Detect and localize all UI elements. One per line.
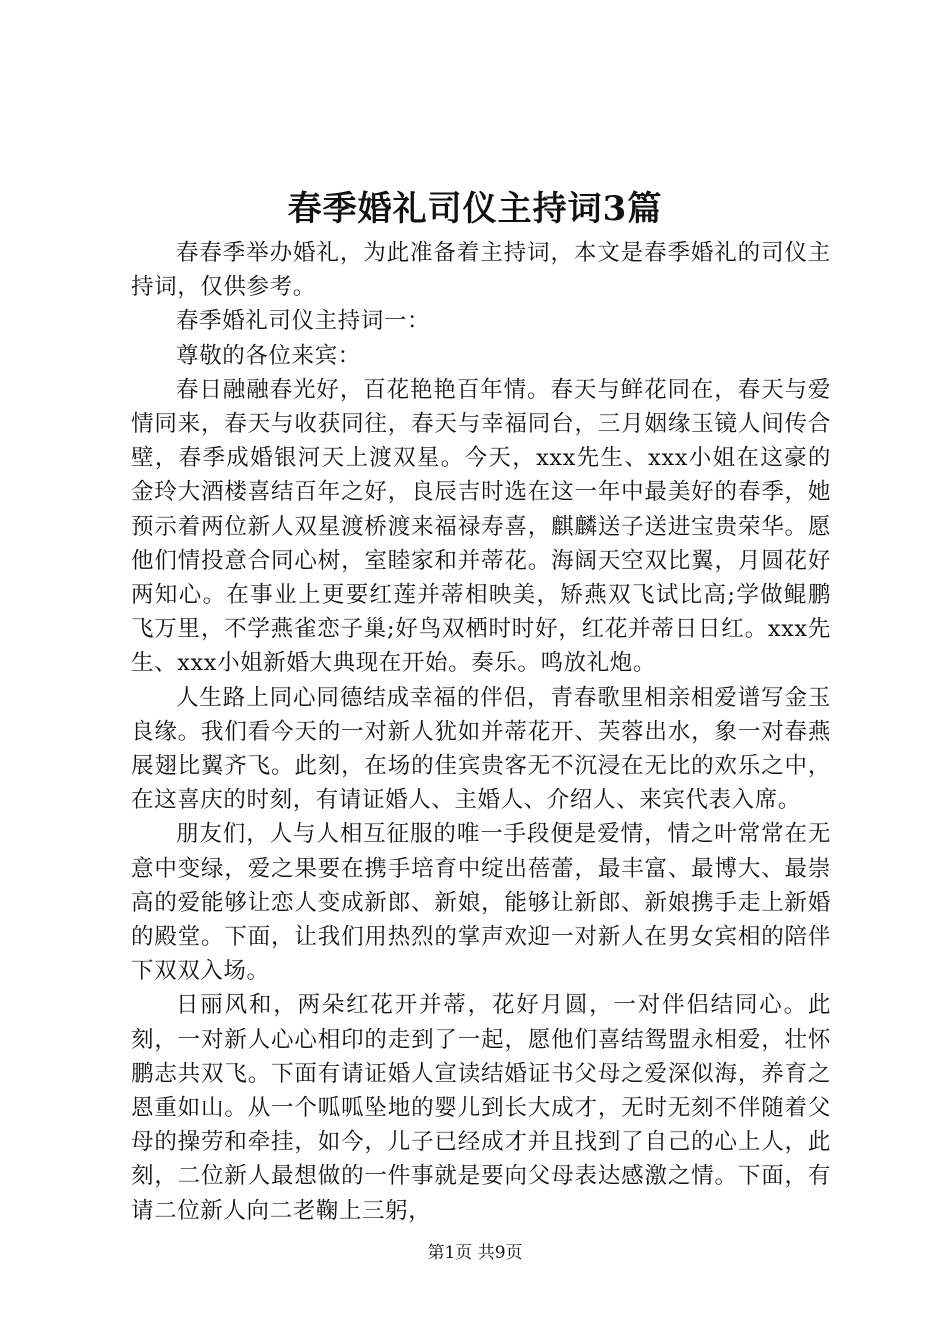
- page-footer: 第1页 共9页: [427, 1243, 523, 1263]
- document-body: [131, 236, 831, 1228]
- paragraph-body: 春日融融春光好，百花艳艳百年情。春天与鲜花同在，春天与爱情同来，春天与收获同往，春天与幸福同台，三月姻缘玉镜人间传合壁，春季成婚银河天上渡双星。今天，xxx先生、xxx小姐在这豪的金玲大酒楼喜结百年之好，良辰吉时选在这一年中最美好的春季，她预示着两位新人双星渡桥渡来福禄寿喜，麒麟送子送进宝贵荣华。愿他们情投意合同心树，室睦家和并蒂花。海阔天空双比翼，月圆花好两知心。在事业上更要红莲并蒂相映美，矫燕双飞试比高;学做鲲鹏飞万里，不学燕雀恋子巢;好鸟双栖时时好，红花并蒂日日红。xxx先生、xxx小姐新婚大典现在开始。奏乐。鸣放礼炮。: [131, 376, 831, 677]
- paragraph-salutation: 尊敬的各位来宾：: [176, 342, 361, 369]
- paragraph-body: 朋友们，人与人相互征服的唯一手段便是爱情，情之叶常常在无意中变绿，爱之果要在携手培育中绽出蓓蕾，最丰富、最博大、最崇高的爱能够让恋人变成新郎、新娘，能够让新郎、新娘携手走上新婚的殿堂。下面，让我们用热烈的掌声欢迎一对新人在男女宾相的陪伴下双双入场。: [131, 821, 831, 985]
- document-title: 春季婚礼司仪主持词3篇: [287, 189, 663, 229]
- paragraph-body: 人生路上同心同德结成幸福的伴侣，青春歌里相亲相爱谱写金玉良缘。我们看今天的一对新人犹如并蒂花开、芙蓉出水，象一对春燕展翅比翼齐飞。此刻，在场的佳宾贵客无不沉浸在无比的欢乐之中，在这喜庆的时刻，有请证婚人、主婚人、介绍人、来宾代表入席。: [131, 684, 831, 814]
- paragraph-section-heading: 春季婚礼司仪主持词一：: [176, 308, 431, 335]
- paragraph-body: 日丽风和，两朵红花开并蒂，花好月圆，一对伴侣结同心。此刻，一对新人心心相印的走到了一起，愿他们喜结鸳盟永相爱，壮怀鹏志共双飞。下面有请证婚人宣读结婚证书父母之爱深似海，养育之恩重如山。从一个呱呱坠地的婴儿到长大成才，无时无刻不伴随着父母的操劳和牵挂，如今，儿子已经成才并且找到了自己的心上人，此刻，二位新人最想做的一件事就是要向父母表达感激之情。下面，有请二位新人向二老鞠上三躬，: [131, 992, 831, 1224]
- paragraph-intro: 春春季举办婚礼，为此准备着主持词，本文是春季婚礼的司仪主持词，仅供参考。: [131, 240, 831, 301]
